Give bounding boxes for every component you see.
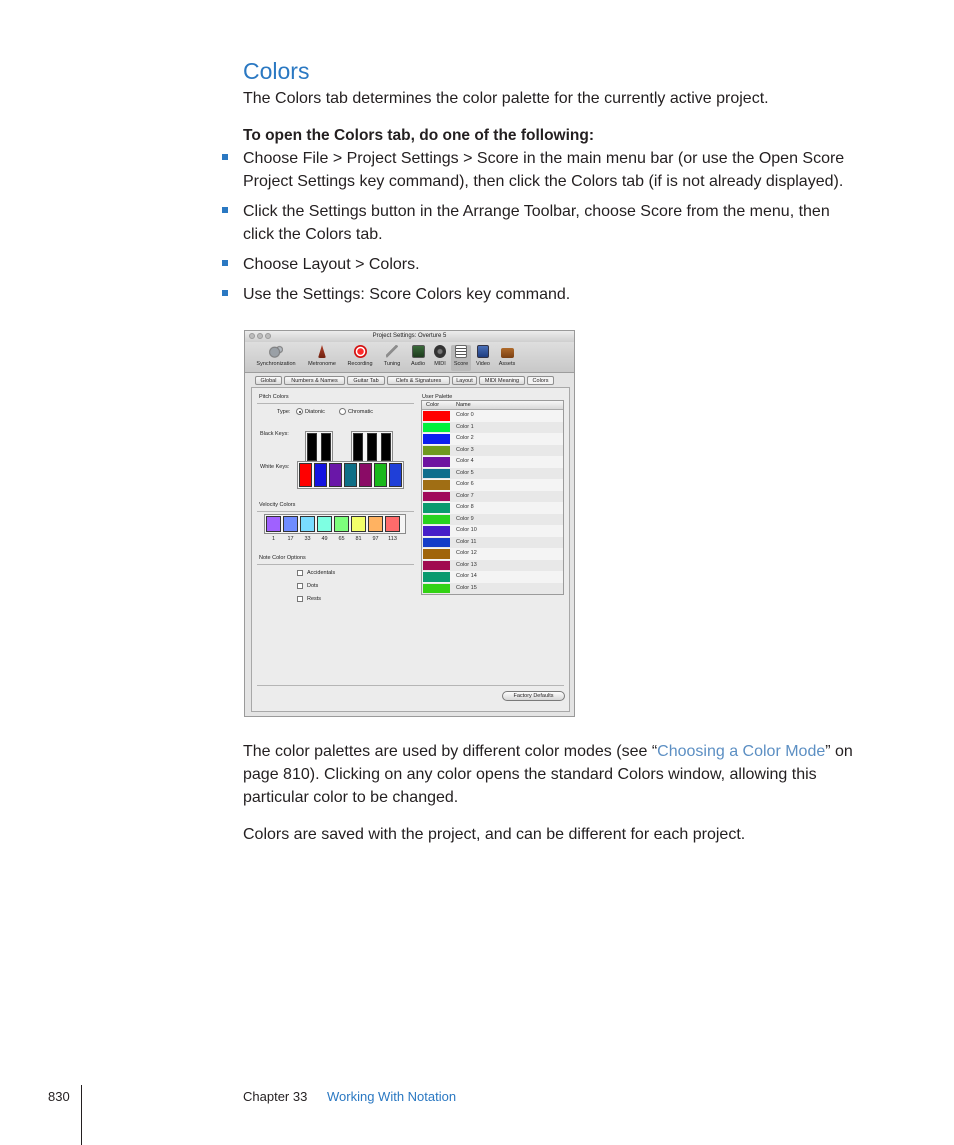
toolbar-recording[interactable] [343, 345, 377, 367]
accidentals-label: Accidentals [307, 570, 336, 576]
palette-color-swatch[interactable] [423, 561, 450, 571]
para1-text-a: The color palettes are used by different color modes (see “ [243, 743, 658, 760]
velocity-swatch[interactable] [266, 516, 281, 532]
palette-color-name: Color 14 [456, 573, 477, 579]
palette-color-swatch[interactable] [423, 572, 450, 582]
palette-color-swatch[interactable] [423, 492, 450, 502]
bullet-marker [222, 290, 228, 296]
note-color-options-heading: Note Color Options [259, 555, 306, 561]
velocity-swatch[interactable] [368, 516, 383, 532]
palette-color-name: Color 9 [456, 515, 474, 522]
palette-color-swatch[interactable] [423, 538, 450, 548]
palette-row[interactable] [422, 525, 563, 537]
dots-label: Dots [307, 583, 319, 589]
palette-color-name: Color 13 [456, 561, 477, 568]
task-heading: To open the Colors tab, do one of the following: [243, 127, 595, 144]
velocity-value: 113 [388, 536, 397, 542]
factory-defaults-button[interactable]: Factory Defaults [502, 691, 565, 701]
palette-row[interactable] [422, 502, 563, 514]
black-key-swatch[interactable] [367, 433, 377, 461]
palette-row[interactable] [422, 433, 563, 445]
tab-numbers-names[interactable]: Numbers & Names [284, 376, 345, 385]
white-key-swatch[interactable] [299, 463, 312, 487]
velocity-value: 17 [287, 536, 294, 542]
toolbar-label: Recording [347, 361, 373, 367]
palette-row[interactable] [422, 537, 563, 549]
palette-color-swatch[interactable] [423, 446, 450, 456]
toolbar-label: Assets [498, 361, 516, 367]
tab-guitar-tab[interactable]: Guitar Tab [347, 376, 385, 385]
rests-label: Rests [307, 596, 322, 602]
palette-color-swatch[interactable] [423, 526, 450, 536]
palette-color-name: Color 11 [456, 538, 477, 545]
col-color-header: Color [426, 402, 440, 408]
palette-color-swatch[interactable] [423, 469, 450, 479]
footer-chapter: Chapter 33 [243, 1089, 308, 1104]
white-key-swatch[interactable] [389, 463, 402, 487]
velocity-swatch[interactable] [283, 516, 298, 532]
toolbar-assets[interactable] [496, 345, 518, 367]
briefcase-icon [501, 348, 514, 358]
toolbar-audio[interactable] [407, 345, 429, 367]
palette-row[interactable] [422, 560, 563, 572]
palette-color-name: Color 7 [456, 492, 474, 499]
page-title: Colors [243, 58, 310, 84]
velocity-value: 49 [321, 536, 328, 542]
palette-row[interactable] [422, 445, 563, 457]
colors-panel [251, 387, 570, 712]
palette-color-name: Color 2 [456, 435, 474, 441]
palette-color-name: Color 6 [456, 481, 474, 487]
project-settings-window [244, 330, 575, 717]
video-icon [477, 345, 489, 358]
toolbar-score[interactable] [451, 345, 471, 371]
palette-row[interactable] [422, 456, 563, 468]
bullet-4-line-1: Use the Settings: Score Colors key command. [243, 286, 571, 303]
palette-row[interactable] [422, 468, 563, 480]
toolbar-midi[interactable] [431, 345, 449, 367]
white-keys-label: White Keys: [260, 464, 290, 470]
black-keys-label: Black Keys: [260, 431, 289, 437]
record-icon [354, 345, 367, 358]
black-key-swatch[interactable] [353, 433, 363, 461]
bullet-marker [222, 207, 228, 213]
tab-layout[interactable]: Layout [452, 376, 477, 385]
col-name-header: Name [456, 402, 471, 408]
diatonic-radio[interactable] [296, 408, 303, 415]
accidentals-checkbox[interactable] [297, 570, 303, 576]
palette-color-swatch[interactable] [423, 457, 450, 467]
window-title: Project Settings: Overture 5 [372, 333, 447, 339]
velocity-colors-heading: Velocity Colors [259, 502, 296, 508]
white-key-swatch[interactable] [374, 463, 387, 487]
palette-row[interactable] [422, 514, 563, 526]
palette-color-name: Color 5 [456, 469, 474, 476]
divider [257, 403, 414, 404]
white-key-swatch[interactable] [359, 463, 372, 487]
pitch-colors-heading: Pitch Colors [259, 394, 289, 400]
rests-checkbox[interactable] [297, 596, 303, 602]
velocity-swatch[interactable] [317, 516, 332, 532]
dots-checkbox[interactable] [297, 583, 303, 589]
bullet-2-line-2: click the Colors tab. [243, 226, 383, 243]
velocity-swatch[interactable] [351, 516, 366, 532]
palette-color-swatch[interactable] [423, 549, 450, 559]
velocity-value: 97 [372, 536, 379, 542]
user-palette-table [421, 400, 564, 595]
chromatic-radio[interactable] [339, 408, 346, 415]
toolbar-label: Metronome [308, 361, 336, 367]
palette-color-name: Color 0 [456, 412, 474, 418]
toolbar-label: MIDI [434, 361, 446, 367]
velocity-value: 1 [271, 536, 276, 542]
toolbar-label: Score [453, 361, 469, 367]
palette-color-swatch[interactable] [423, 423, 450, 433]
palette-row[interactable] [422, 422, 563, 434]
audio-icon [412, 345, 425, 358]
footer-rule [81, 1085, 82, 1145]
palette-row[interactable] [422, 479, 563, 491]
para2: Colors are saved with the project, and can be different for each project. [243, 826, 746, 843]
metronome-icon [318, 345, 326, 358]
tab-midi-meaning[interactable]: MIDI Meaning [479, 376, 525, 385]
bullet-1-line-2: Project Settings key command), then click the Colors tab (if is not already displayed). [243, 173, 844, 190]
bullet-1-line-1: Choose File > Project Settings > Score in the main menu bar (or use the Open Score [243, 150, 845, 167]
toolbar-label: Audio [410, 361, 426, 367]
palette-color-name: Color 10 [456, 527, 477, 533]
tuning-fork-icon [386, 345, 398, 358]
settings-toolbar [245, 342, 574, 373]
score-icon [455, 345, 467, 358]
palette-row[interactable] [422, 571, 563, 583]
toolbar-label: Video [476, 361, 490, 367]
tab-colors[interactable]: Colors [527, 376, 554, 385]
palette-header [422, 401, 563, 410]
velocity-swatch[interactable] [334, 516, 349, 532]
white-key-swatch[interactable] [314, 463, 327, 487]
page-number: 830 [48, 1089, 70, 1104]
type-label: Type: [277, 409, 291, 415]
footer-chapter-title[interactable]: Working With Notation [327, 1089, 457, 1104]
black-key-swatch[interactable] [381, 433, 391, 461]
bullet-3-line-1: Choose Layout > Colors. [243, 256, 420, 273]
midi-icon [434, 345, 446, 358]
white-key-swatch[interactable] [344, 463, 357, 487]
palette-color-swatch[interactable] [423, 503, 450, 513]
bullet-2-line-1: Click the Settings button in the Arrange Toolbar, choose Score from the menu, then [243, 203, 830, 220]
tab-clefs-signatures[interactable]: Clefs & Signatures [387, 376, 450, 385]
toolbar-synchronization[interactable] [252, 345, 300, 367]
palette-row[interactable] [422, 583, 563, 595]
palette-color-swatch[interactable] [423, 584, 450, 594]
velocity-value: 33 [304, 536, 311, 542]
gears-icon [269, 345, 283, 358]
toolbar-metronome[interactable] [304, 345, 340, 367]
bullet-marker [222, 260, 228, 266]
palette-color-swatch[interactable] [423, 480, 450, 490]
white-key-swatch[interactable] [329, 463, 342, 487]
divider [257, 564, 414, 565]
toolbar-label: Tuning [383, 361, 401, 367]
palette-color-name: Color 8 [456, 504, 474, 510]
toolbar-tuning[interactable] [380, 345, 404, 367]
divider [257, 685, 564, 686]
para1-line1 [243, 740, 853, 763]
black-key-swatch[interactable] [307, 433, 317, 461]
palette-color-name: Color 4 [456, 458, 474, 464]
para1-line3: particular color to be changed. [243, 789, 459, 806]
palette-color-name: Color 12 [456, 550, 477, 556]
choosing-color-mode-link[interactable]: Choosing a Color Mode [657, 743, 826, 760]
palette-color-name: Color 3 [456, 446, 474, 453]
palette-color-swatch[interactable] [423, 434, 450, 444]
para1-line2: page 810). Clicking on any color opens the standard Colors window, allowing this [243, 766, 817, 783]
velocity-swatch[interactable] [300, 516, 315, 532]
palette-color-name: Color 15 [456, 584, 477, 591]
tab-global[interactable]: Global [255, 376, 282, 385]
diatonic-label: Diatonic [305, 409, 325, 415]
palette-row[interactable] [422, 410, 563, 422]
palette-color-name: Color 1 [456, 423, 474, 430]
intro-text: The Colors tab determines the color palette for the currently active project. [243, 90, 769, 107]
palette-color-swatch[interactable] [423, 411, 450, 421]
palette-color-swatch[interactable] [423, 515, 450, 525]
palette-row[interactable] [422, 548, 563, 560]
divider [257, 511, 414, 512]
toolbar-video[interactable] [473, 345, 493, 367]
para1-text-b: ” on [825, 743, 853, 760]
user-palette-heading: User Palette [422, 394, 453, 400]
palette-row[interactable] [422, 491, 563, 503]
velocity-value: 65 [338, 536, 345, 542]
velocity-swatch[interactable] [385, 516, 400, 532]
velocity-value: 81 [355, 536, 362, 542]
toolbar-label: Synchronization [256, 361, 296, 367]
bullet-marker [222, 154, 228, 160]
black-key-swatch[interactable] [321, 433, 331, 461]
chromatic-label: Chromatic [348, 409, 374, 415]
